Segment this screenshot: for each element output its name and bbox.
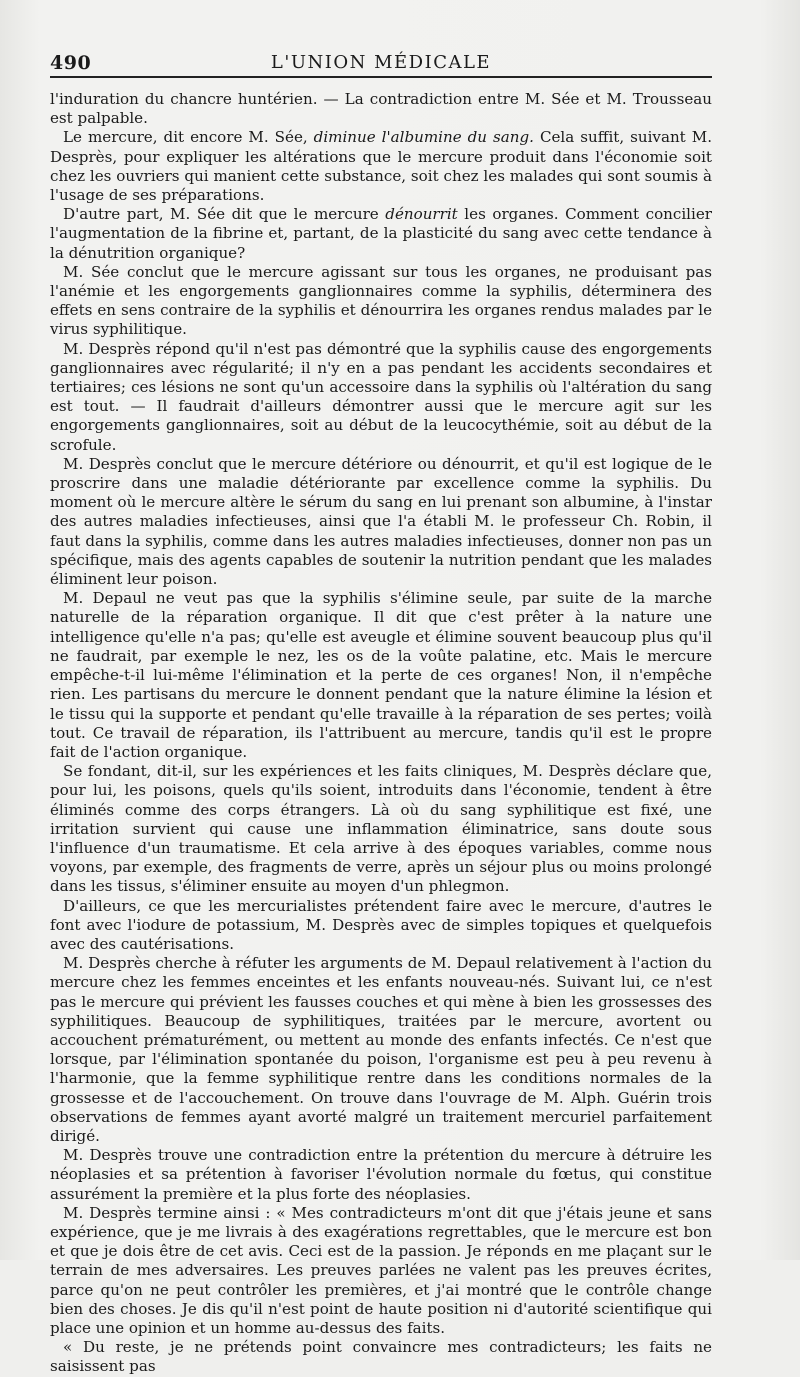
paragraph — [50, 954, 712, 1146]
paragraph — [50, 589, 712, 762]
paragraph-text: l'induration du chancre huntérien. — La contradiction entre M. Sée et M. Trousseau est palpable. — [50, 90, 712, 128]
paragraph-text: M. Desprès termine ainsi : « Mes contradicteurs m'ont dit que j'étais jeune et sans expérience, que je me livrais à des exagérations regrettables, que le mercure est bon et que je dois être de cet avis. Ceci est de la passion. Je réponds en me plaçant sur le terrain de mes adversaires. Les preuves parlées ne valent pas les preuves écrites, parce qu'on ne peut contrôler les premières, et j'ai montré que le contrôle change bien des choses. Je dis qu'il n'est point de haute position ni d'autorité scientifique qui place une opinion et un homme au-dessus des faits. — [50, 1203, 712, 1337]
paragraph-text: Cela suffit, suivant M. Desprès, pour expliquer les altérations que le mercure produit dans l'économie soit chez les ouvriers qui manient cette substance, soit chez les malades qui sont soumis à l'usage de ses préparations. — [50, 128, 712, 205]
paragraph — [50, 205, 712, 263]
paragraph — [50, 897, 712, 955]
paragraph — [50, 1204, 712, 1338]
page-header — [50, 48, 712, 78]
paragraph-text: M. Depaul ne veut pas que la syphilis s'élimine seule, par suite de la marche naturelle de la réparation organique. Il dit que c'est prêter à la nature une intelligence qu'elle n'a pas; qu'elle est aveugle et élimine souvent beaucoup plus qu'il ne faudrait, par exemple le nez, les os de la voûte palatine, etc. Mais le mercure empêche-t-il lui-même l'élimination et la perte de ces organes! Non, il n'empêche rien. Les partisans du mercure le donnent pendant que la nature élimine la lésion et le tissu qui la supporte et pendant qu'elle travaille à la réparation de ses pertes; voilà tout. Ce travail de réparation, ils l'attribuent au mercure, tandis qu'il est le propre fait de l'action organique. — [50, 589, 712, 761]
italic-text: dénourrit — [385, 205, 458, 224]
paragraph — [50, 455, 712, 589]
paragraph — [50, 1146, 712, 1204]
article-body — [50, 90, 712, 1377]
running-title: L'UNION MÉDICALE — [270, 52, 492, 73]
paragraph-text: M. Desprès trouve une contradiction entre la prétention du mercure à détruire les néoplasies et sa prétention à favoriser l'évolution normale du fœtus, qui constitue assurément la première et la plus forte des néoplasies. — [50, 1146, 712, 1203]
paragraph-text: M. Sée conclut que le mercure agissant sur tous les organes, ne produisant pas l'anémie et les engorgements ganglionnaires comme la syphilis, déterminera des effets en sens contraire de la syphilis et dénourrira les organes rendus malades par le virus syphilitique. — [50, 262, 712, 339]
paragraph-text: M. Desprès répond qu'il n'est pas démontré que la syphilis cause des engorgements ganglionnaires avec régularité; il n'y en a pas pendant les accidents secondaires et tertiaires; ces lésions ne sont qu'un accessoire dans la syphilis où l'altération du sang est tout. — Il faudrait d'ailleurs démontrer aussi que le mercure agit sur les engorgements ganglionnaires, soit au début de la leucocythémie, soit au début de la scrofule. — [50, 339, 712, 454]
paragraph-text: D'ailleurs, ce que les mercurialistes prétendent faire avec le mercure, d'autres le font avec l'iodure de potassium, M. Desprès avec de simples topiques et quelquefois avec des cautérisations. — [50, 896, 712, 953]
italic-text: diminue l'albumine du sang. — [313, 128, 534, 147]
paragraph-text: les organes. Comment concilier l'augmentation de la fibrine et, partant, de la plasticité du sang avec cette tendance à la dénutrition organique? — [50, 205, 712, 262]
paragraph-text: Le mercure, dit encore M. Sée, — [63, 128, 314, 147]
paragraph — [50, 340, 712, 455]
paragraph-text: D'autre part, M. Sée dit que le mercure — [63, 205, 386, 224]
paragraph-text: M. Desprès conclut que le mercure détériore ou dénourrit, et qu'il est logique de le proscrire dans une maladie détériorante par excellence comme la syphilis. Du moment où le mercure altère le sérum du sang en lui prenant son albumine, à l'instar des autres maladies infectieuses, ainsi que l'a établi M. le professeur Ch. Robin, il faut dans la syphilis, comme dans les autres maladies infectieuses, donner non pas un spécifique, mais des agents capables de soutenir la nutrition pendant que les malades éliminent leur poison. — [50, 454, 712, 589]
paragraph — [50, 263, 712, 340]
paragraph-text: « Du reste, je ne prétends point convaincre mes contradicteurs; les faits ne saisissent pas — [50, 1338, 712, 1376]
paragraph-text: M. Desprès cherche à réfuter les arguments de M. Depaul relativement à l'action du mercure chez les femmes enceintes et les enfants nouveau-nés. Suivant lui, ce n'est pas le mercure qui prévient les fausses couches et qui mène à bien les grossesses des syphilitiques. Beaucoup de syphilitiques, traitées par le mercure, avortent ou accouchent prématurément, ou mettent au monde des enfants infectés. Ce n'est que lorsque, par l'élimination spontanée du poison, l'organisme est peu à peu revenu à l'harmonie, que la femme syphilitique rentre dans les conditions normales de la grossesse et de l'accouchement. On trouve dans l'ouvrage de M. Alph. Guérin trois observations de femmes ayant avorté malgré un traitement mercuriel parfaitement dirigé. — [50, 954, 712, 1145]
paragraph — [50, 762, 712, 896]
page-number: 490 — [50, 52, 92, 74]
paragraph — [50, 128, 712, 205]
paragraph-text: Se fondant, dit-il, sur les expériences et les faits cliniques, M. Desprès déclare que, pour lui, les poisons, quels qu'ils soient, introduits dans l'économie, tendent à être éliminés comme des corps étrangers. Là où du sang syphilitique est fixé, une irritation survient qui cause une inflammation éliminatrice, sans doute sous l'influence d'un traumatisme. Et cela arrive à des époques variables, comme nous voyons, par exemple, des fragments de verre, après un séjour plus ou moins prolongé dans les tissus, s'éliminer ensuite au moyen d'un phlegmon. — [50, 762, 712, 896]
paragraph — [50, 90, 712, 128]
paragraph — [50, 1338, 712, 1376]
